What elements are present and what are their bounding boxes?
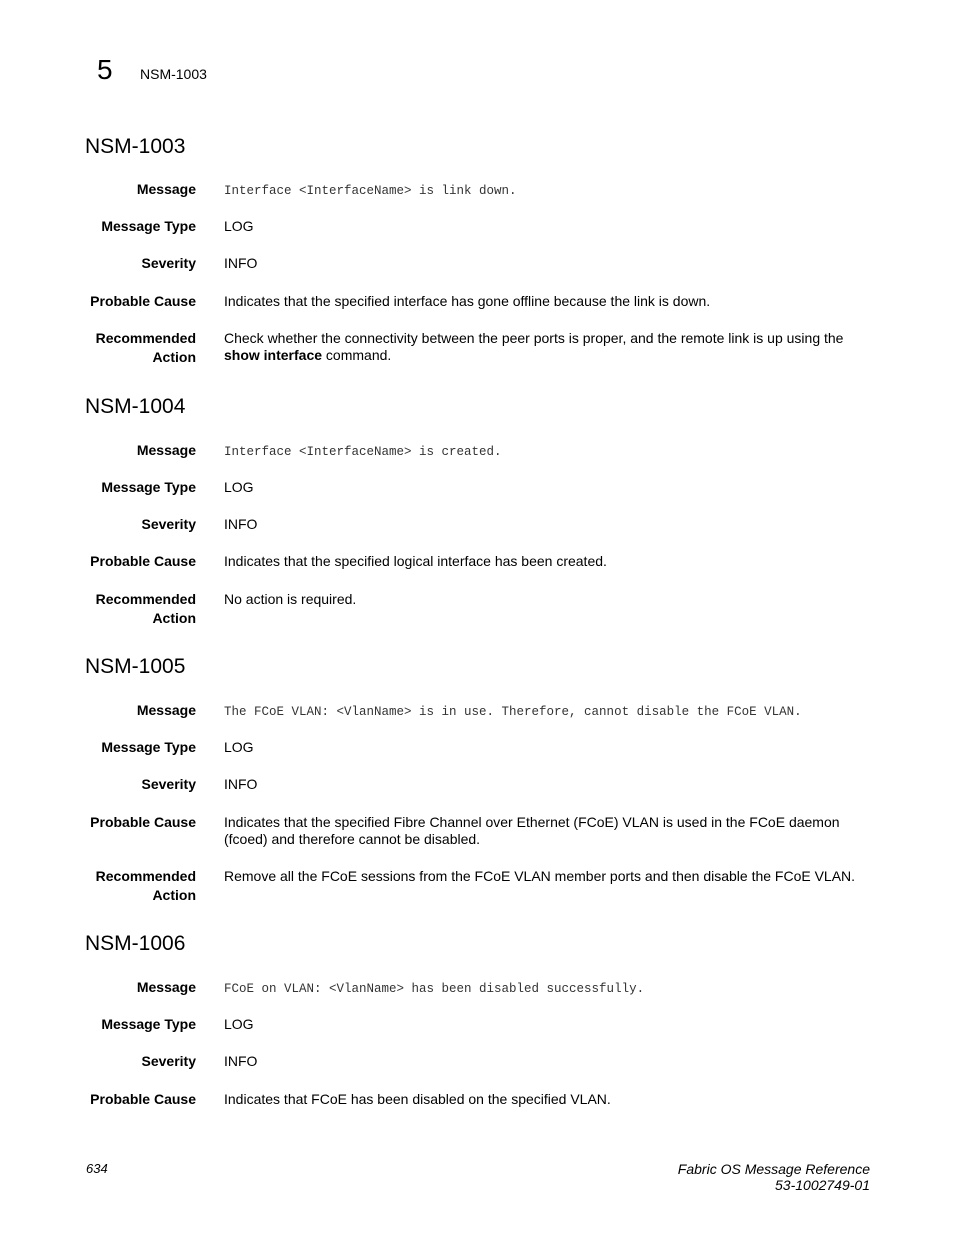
probable-cause-value: Indicates that FCoE has been disabled on the specified VLAN. xyxy=(224,1091,611,1107)
doc-number: 53-1002749-01 xyxy=(775,1177,870,1193)
probable-cause-value: Indicates that the specified logical interface has been created. xyxy=(224,553,607,569)
message-value: The FCoE VLAN: <VlanName> is in use. Therefore, cannot disable the FCoE VLAN. xyxy=(224,705,802,719)
message-type-label: Message Type xyxy=(101,1016,196,1032)
entry-title: NSM-1004 xyxy=(85,395,186,418)
recommended-action-label xyxy=(56,329,196,367)
probable-cause-label: Probable Cause xyxy=(90,814,196,830)
severity-label: Severity xyxy=(141,255,196,271)
recommended-label-line2: Action xyxy=(152,349,196,365)
recommended-action-value xyxy=(224,330,864,364)
message-label: Message xyxy=(136,979,196,995)
message-type-value: LOG xyxy=(224,479,254,495)
message-value: Interface <InterfaceName> is created. xyxy=(224,445,502,459)
message-label: Message xyxy=(136,442,196,458)
probable-cause-value: Indicates that the specified interface has gone offline because the link is down. xyxy=(224,293,711,309)
recommended-label-line1: Recommended xyxy=(95,868,196,884)
probable-cause-label: Probable Cause xyxy=(90,1091,196,1107)
probable-cause-value xyxy=(224,814,864,848)
message-type-value: LOG xyxy=(224,218,254,234)
probable-cause-label: Probable Cause xyxy=(90,293,196,309)
running-header-title: NSM-1003 xyxy=(140,66,207,82)
recommended-label-line1: Recommended xyxy=(95,591,196,607)
entry-title: NSM-1006 xyxy=(85,932,186,955)
recommended-action-value: No action is required. xyxy=(224,591,357,607)
entry-title: NSM-1005 xyxy=(85,655,186,678)
message-type-label: Message Type xyxy=(101,479,196,495)
message-type-value: LOG xyxy=(224,1016,254,1032)
action-command: show interface xyxy=(224,347,323,363)
action-text-tail: command. xyxy=(322,347,392,363)
probable-cause-line1: Indicates that the specified Fibre Channel over Ethernet (FCoE) VLAN is used in the FCoE daemon xyxy=(224,814,840,830)
message-value: Interface <InterfaceName> is link down. xyxy=(224,184,517,198)
chapter-number: 5 xyxy=(97,54,113,85)
severity-value: INFO xyxy=(224,776,258,792)
doc-title: Fabric OS Message Reference xyxy=(677,1161,870,1177)
entry-title: NSM-1003 xyxy=(85,135,186,158)
page-number: 634 xyxy=(86,1161,108,1176)
message-label: Message xyxy=(136,702,196,718)
recommended-action-label xyxy=(56,590,196,628)
severity-value: INFO xyxy=(224,255,258,271)
action-text-line1: Check whether the connectivity between the peer ports is proper, and the remote link is up using the xyxy=(224,330,844,346)
recommended-label-line2: Action xyxy=(152,610,196,626)
severity-label: Severity xyxy=(141,516,196,532)
recommended-action-value: Remove all the FCoE sessions from the FCoE VLAN member ports and then disable the FCoE VLAN. xyxy=(224,868,856,884)
message-value: FCoE on VLAN: <VlanName> has been disabled successfully. xyxy=(224,982,645,996)
message-type-value: LOG xyxy=(224,739,254,755)
severity-value: INFO xyxy=(224,516,258,532)
message-type-label: Message Type xyxy=(101,218,196,234)
message-type-label: Message Type xyxy=(101,739,196,755)
probable-cause-line2: (fcoed) and therefore cannot be disabled. xyxy=(224,831,481,847)
recommended-label-line2: Action xyxy=(152,887,196,903)
footer-doc-info xyxy=(678,1161,870,1193)
probable-cause-label: Probable Cause xyxy=(90,553,196,569)
recommended-label-line1: Recommended xyxy=(95,330,196,346)
severity-value: INFO xyxy=(224,1053,258,1069)
severity-label: Severity xyxy=(141,776,196,792)
message-label: Message xyxy=(136,181,196,197)
severity-label: Severity xyxy=(141,1053,196,1069)
recommended-action-label xyxy=(56,867,196,905)
